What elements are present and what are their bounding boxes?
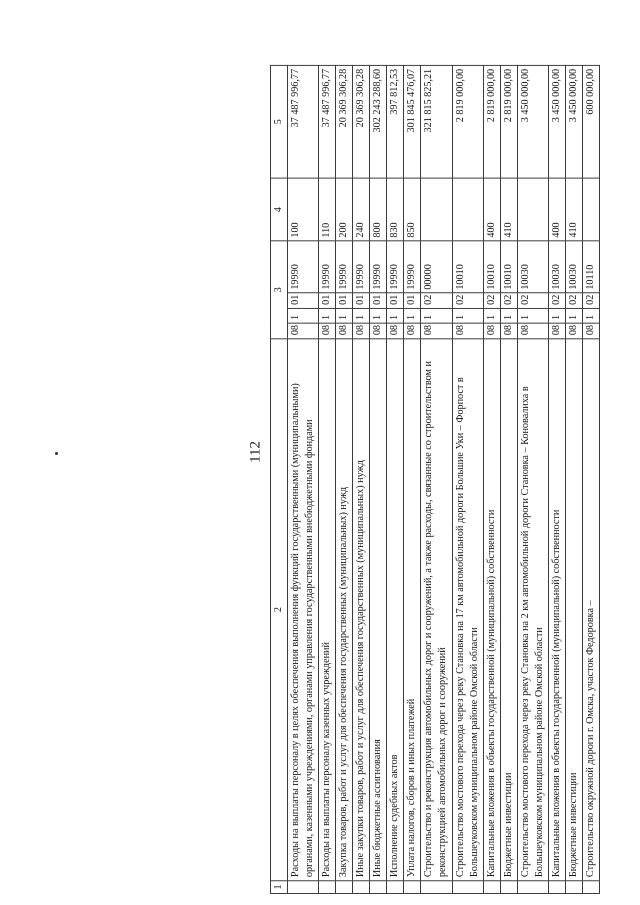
code-part-4: 19990 xyxy=(370,241,387,293)
row-amount: 3 450 000,00 xyxy=(548,65,565,178)
row-num-cell xyxy=(319,881,336,894)
code-part-3: 01 xyxy=(288,293,319,308)
expense-type: 410 xyxy=(565,178,582,241)
row-amount: 3 450 000,00 xyxy=(517,65,548,178)
row-amount: 3 450 000,00 xyxy=(565,65,582,178)
row-amount: 321 815 825,21 xyxy=(421,65,452,178)
stray-dot xyxy=(55,452,58,455)
row-amount: 397 812,53 xyxy=(387,65,404,178)
table-row xyxy=(319,65,336,893)
code-part-1: 08 xyxy=(452,323,483,338)
code-part-2: 1 xyxy=(336,308,353,323)
table-row xyxy=(336,65,353,893)
code-part-1: 08 xyxy=(483,323,500,338)
code-part-3: 01 xyxy=(353,293,370,308)
expense-type: 400 xyxy=(483,178,500,241)
code-part-4: 10030 xyxy=(548,241,565,293)
expense-type xyxy=(582,178,599,241)
code-part-2: 1 xyxy=(421,308,452,323)
code-part-2: 1 xyxy=(319,308,336,323)
code-part-3: 02 xyxy=(483,293,500,308)
header-col-2: 2 xyxy=(271,339,288,881)
table-row xyxy=(370,65,387,893)
row-name: Строительство и реконструкция автомобильных дорог и сооружений, а также расходы, связанные со строительством и реконструкцией автомобильных дорог и сооружений xyxy=(421,339,452,881)
table-row xyxy=(404,65,421,893)
table-row xyxy=(582,65,599,893)
code-part-4: 10010 xyxy=(483,241,500,293)
expense-type: 800 xyxy=(370,178,387,241)
expense-type: 200 xyxy=(336,178,353,241)
row-amount: 2 819 000,00 xyxy=(452,65,483,178)
code-part-1: 08 xyxy=(548,323,565,338)
row-name: Закупка товаров, работ и услуг для обеспечения государственных (муниципальных) нужд xyxy=(336,339,353,881)
header-col-1: 1 xyxy=(271,881,288,894)
expense-type: 400 xyxy=(548,178,565,241)
row-amount: 20 369 306,28 xyxy=(353,65,370,178)
table-row xyxy=(421,65,452,893)
budget-table-container xyxy=(270,65,640,894)
code-part-3: 01 xyxy=(404,293,421,308)
expense-type: 110 xyxy=(319,178,336,241)
row-num-cell xyxy=(353,881,370,894)
table-row xyxy=(565,65,582,893)
code-part-3: 02 xyxy=(421,293,452,308)
code-part-1: 08 xyxy=(370,323,387,338)
code-part-2: 1 xyxy=(483,308,500,323)
table-row xyxy=(548,65,565,893)
code-part-4: 10010 xyxy=(452,241,483,293)
row-name: Расходы на выплаты персоналу казенных учреждений xyxy=(319,339,336,881)
row-num-cell xyxy=(288,881,319,894)
header-col-3: 3 xyxy=(271,241,288,339)
budget-table xyxy=(270,65,600,894)
row-name: Расходы на выплаты персоналу в целях обеспечения выполнения функций государственными (муниципальными) органами, казенными учреждениями, органами управления государственными внебюджетными фондами xyxy=(288,339,319,881)
code-part-3: 02 xyxy=(548,293,565,308)
row-num-cell xyxy=(548,881,565,894)
code-part-3: 02 xyxy=(500,293,517,308)
row-amount: 37 487 996,77 xyxy=(319,65,336,178)
code-part-3: 02 xyxy=(517,293,548,308)
row-name: Строительство окружной дороги г. Омска, участок Федоровка – xyxy=(582,339,599,881)
code-part-4: 19990 xyxy=(404,241,421,293)
page-number: 112 xyxy=(247,441,264,463)
code-part-1: 08 xyxy=(582,323,599,338)
code-part-2: 1 xyxy=(353,308,370,323)
table-row xyxy=(452,65,483,893)
code-part-2: 1 xyxy=(370,308,387,323)
row-name: Бюджетные инвестиции xyxy=(500,339,517,881)
row-num-cell xyxy=(421,881,452,894)
code-part-1: 08 xyxy=(336,323,353,338)
code-part-1: 08 xyxy=(500,323,517,338)
header-col-5: 5 xyxy=(271,65,288,178)
row-name: Строительство мостового перехода через реку Становка на 17 км автомобильной дороги Большие Уки – Форпост в Большеуковском муниципальном районе Омской области xyxy=(452,339,483,881)
code-part-1: 08 xyxy=(404,323,421,338)
code-part-2: 1 xyxy=(452,308,483,323)
table-row xyxy=(288,65,319,893)
expense-type xyxy=(517,178,548,241)
row-name: Исполнение судебных актов xyxy=(387,339,404,881)
table-row xyxy=(517,65,548,893)
header-row xyxy=(271,65,288,893)
code-part-1: 08 xyxy=(288,323,319,338)
code-part-1: 08 xyxy=(421,323,452,338)
row-amount: 302 243 288,60 xyxy=(370,65,387,178)
row-name: Капитальные вложения в объекты государственной (муниципальной) собственности xyxy=(548,339,565,881)
code-part-1: 08 xyxy=(353,323,370,338)
code-part-4: 10110 xyxy=(582,241,599,293)
expense-type: 830 xyxy=(387,178,404,241)
code-part-4: 10030 xyxy=(565,241,582,293)
code-part-3: 01 xyxy=(319,293,336,308)
code-part-1: 08 xyxy=(517,323,548,338)
table-row xyxy=(387,65,404,893)
code-part-2: 1 xyxy=(582,308,599,323)
row-name: Капитальные вложения в объекты государственной (муниципальной) собственности xyxy=(483,339,500,881)
expense-type: 850 xyxy=(404,178,421,241)
code-part-2: 1 xyxy=(404,308,421,323)
row-num-cell xyxy=(582,881,599,894)
code-part-2: 1 xyxy=(387,308,404,323)
row-num-cell xyxy=(483,881,500,894)
row-name: Уплата налогов, сборов и иных платежей xyxy=(404,339,421,881)
code-part-1: 08 xyxy=(387,323,404,338)
expense-type xyxy=(452,178,483,241)
table-row xyxy=(353,65,370,893)
row-name: Иные закупки товаров, работ и услуг для обеспечения государственных (муниципальных) нужд xyxy=(353,339,370,881)
code-part-3: 01 xyxy=(336,293,353,308)
row-name: Иные бюджетные ассигнования xyxy=(370,339,387,881)
row-num-cell xyxy=(404,881,421,894)
code-part-1: 08 xyxy=(565,323,582,338)
row-amount: 301 845 476,07 xyxy=(404,65,421,178)
code-part-4: 10010 xyxy=(500,241,517,293)
row-num-cell xyxy=(336,881,353,894)
table-body xyxy=(288,65,600,893)
row-amount: 37 487 996,77 xyxy=(288,65,319,178)
code-part-4: 00000 xyxy=(421,241,452,293)
row-name: Строительство мостового перехода через реку Становка на 2 км автомобильной дороги Становка – Коновалиха в Большеуковском муниципальном районе Омской области xyxy=(517,339,548,881)
code-part-2: 1 xyxy=(548,308,565,323)
row-num-cell xyxy=(500,881,517,894)
table-row xyxy=(483,65,500,893)
row-num-cell xyxy=(387,881,404,894)
code-part-4: 19990 xyxy=(288,241,319,293)
code-part-3: 02 xyxy=(565,293,582,308)
row-amount: 20 369 306,28 xyxy=(336,65,353,178)
row-num-cell xyxy=(370,881,387,894)
expense-type: 410 xyxy=(500,178,517,241)
row-num-cell xyxy=(452,881,483,894)
header-col-4: 4 xyxy=(271,178,288,241)
code-part-2: 1 xyxy=(565,308,582,323)
row-name: Бюджетные инвестиции xyxy=(565,339,582,881)
code-part-4: 10030 xyxy=(517,241,548,293)
expense-type: 100 xyxy=(288,178,319,241)
table-row xyxy=(500,65,517,893)
code-part-2: 1 xyxy=(517,308,548,323)
row-num-cell xyxy=(517,881,548,894)
code-part-2: 1 xyxy=(288,308,319,323)
code-part-3: 01 xyxy=(370,293,387,308)
code-part-3: 02 xyxy=(582,293,599,308)
row-amount: 2 819 000,00 xyxy=(483,65,500,178)
code-part-4: 19990 xyxy=(319,241,336,293)
code-part-3: 02 xyxy=(452,293,483,308)
code-part-4: 19990 xyxy=(353,241,370,293)
row-amount: 2 819 000,00 xyxy=(500,65,517,178)
row-num-cell xyxy=(565,881,582,894)
code-part-3: 01 xyxy=(387,293,404,308)
code-part-4: 19990 xyxy=(387,241,404,293)
expense-type: 240 xyxy=(353,178,370,241)
code-part-4: 19990 xyxy=(336,241,353,293)
code-part-2: 1 xyxy=(500,308,517,323)
expense-type xyxy=(421,178,452,241)
row-amount: 600 000,00 xyxy=(582,65,599,178)
code-part-1: 08 xyxy=(319,323,336,338)
